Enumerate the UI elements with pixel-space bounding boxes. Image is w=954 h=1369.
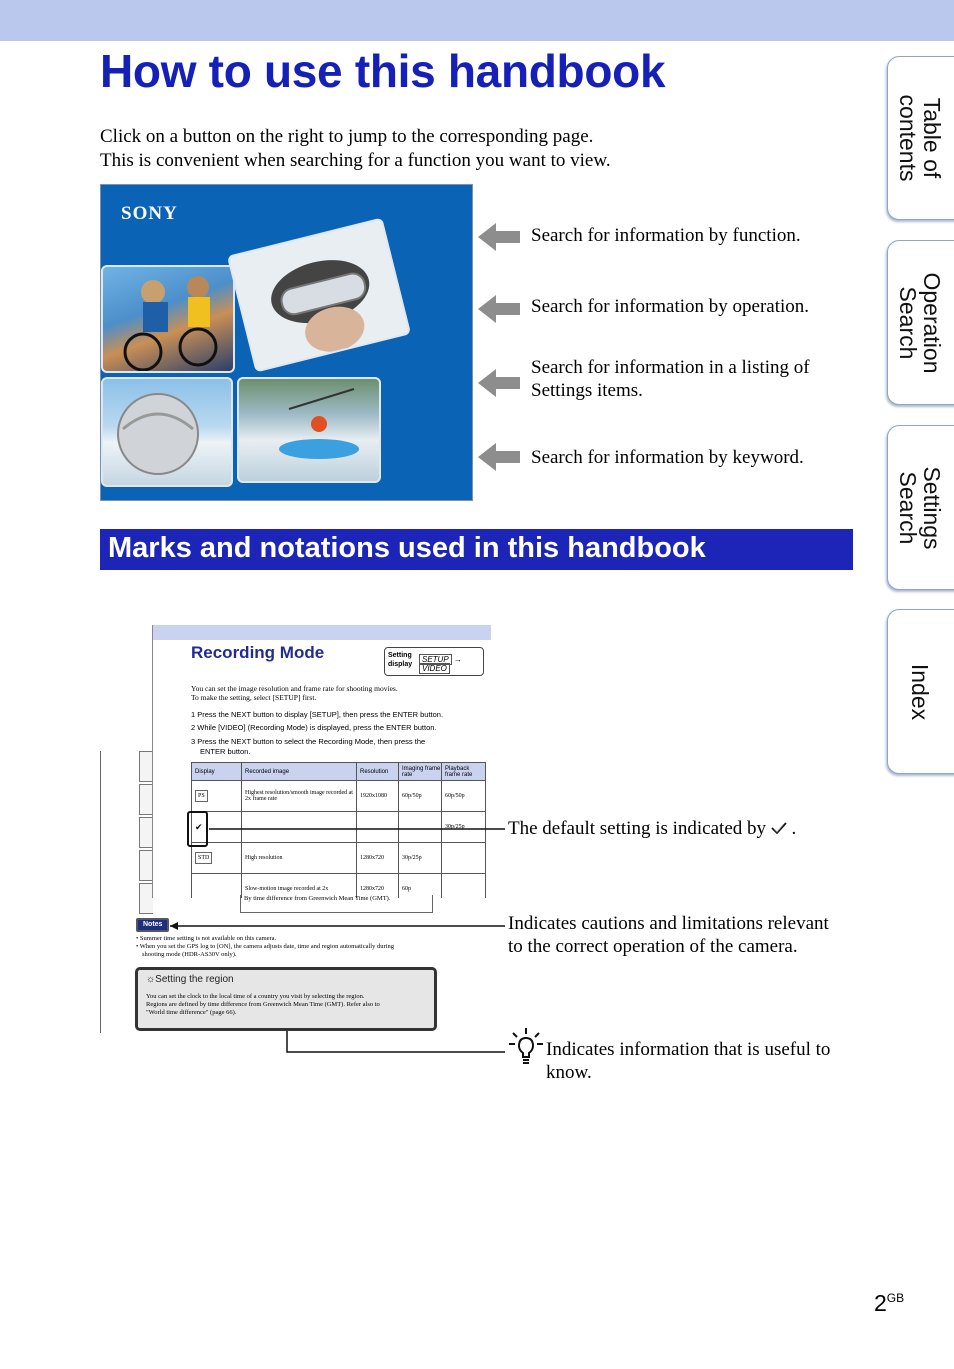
callout-cautions: Indicates cautions and limitations relevant to the correct operation of the camera. bbox=[508, 913, 829, 957]
callout-tip: Indicates information that is useful to know. bbox=[546, 1039, 831, 1083]
notes-badge: Notes bbox=[136, 918, 169, 932]
tab-label: Table of contents bbox=[894, 94, 945, 182]
sample-page-illustration: Recording Mode Setting display SETUP → VIDEO You can set the image resolution and frame rate for shooting movies. To make the setting, select [SETUP] first. 1 Press the NEXT button to display [SETUP], then press the ENTER button. 2 While [VIDEO] (Recording Mode) is displayed, press the ENTER button. 3 Press the NEXT button to select the Recording Mode, then press the ENTER button. Display Recorded image Resolution Imaging frame rate Playback frame rate PS Highest resolution/smooth image recorded at 2x frame rate 1920x1080 60p/50p 60p/50p ✔ 30p/25p STD High resolution 1280x720 30p/25p Slow-motion image recorded at 2x 1280x720 60p bbox=[152, 625, 491, 898]
page-number: $2^{GB}$ bbox=[874, 1290, 905, 1316]
callout-default-setting: The default setting is indicated by . bbox=[508, 818, 797, 839]
table-row: ✔ 30p/25p bbox=[192, 812, 486, 843]
tab-description: Search for information by keyword. bbox=[531, 447, 804, 468]
checkmark-icon: ✔ bbox=[195, 821, 203, 832]
intro-line: Click on a button on the right to jump to the corresponding page. bbox=[100, 126, 594, 147]
sony-logo: SONY bbox=[121, 203, 178, 224]
tab-description: Search for information by function. bbox=[531, 225, 801, 246]
section-heading: Marks and notations used in this handbook bbox=[100, 529, 853, 570]
page-title: How to use this handbook bbox=[100, 45, 666, 97]
tab-label: Index bbox=[906, 663, 933, 720]
tab-description: Search for information by operation. bbox=[531, 296, 810, 317]
sample-title: Recording Mode bbox=[191, 643, 325, 662]
lightbulb-icon bbox=[507, 1026, 545, 1066]
notes-block: Notes • Summer time setting is not available on this camera. • When you set the GPS log to [ON], the camera adjusts date, time and region automatically during shooting mode (HDR-AS30V only). bbox=[136, 918, 446, 959]
table-row: Slow-motion image recorded at 2x 1280x720 60p bbox=[192, 874, 486, 899]
checkmark-icon bbox=[771, 821, 787, 835]
table-row: STD High resolution 1280x720 30p/25p bbox=[192, 843, 486, 874]
tab-description: Search for information in a listing of Settings items. bbox=[531, 357, 810, 401]
intro-line: This is convenient when searching for a function you want to view. bbox=[100, 150, 611, 171]
sample-overflow-row: By time difference from Greenwich Mean Time (GMT). bbox=[240, 895, 433, 913]
tab-label: Settings Search bbox=[894, 465, 945, 550]
table-row: PS Highest resolution/smooth image recorded at 2x frame rate 1920x1080 60p/50p 60p/50p bbox=[192, 781, 486, 812]
recording-mode-table: Display Recorded image Resolution Imaging frame rate Playback frame rate PS Highest resolution/smooth image recorded at 2x frame rate 1920x1080 60p/50p 60p/50p ✔ 30p/25p STD High resolution 1280x720 30p/25p Slow-motion image recorded at 2x 1280x720 60p bbox=[191, 762, 486, 898]
setting-display-box: Setting display SETUP → VIDEO bbox=[384, 647, 484, 676]
tab-label: Operation Search bbox=[894, 271, 945, 374]
tip-box: ☼Setting the region You can set the clock to the local time of a country you visit by selecting the region. Regions are defined by time difference from Greenwich Mean Time (GMT). Refer also to "World time difference" (page 66). bbox=[135, 967, 437, 1031]
lightbulb-icon: ☼ bbox=[146, 974, 156, 985]
